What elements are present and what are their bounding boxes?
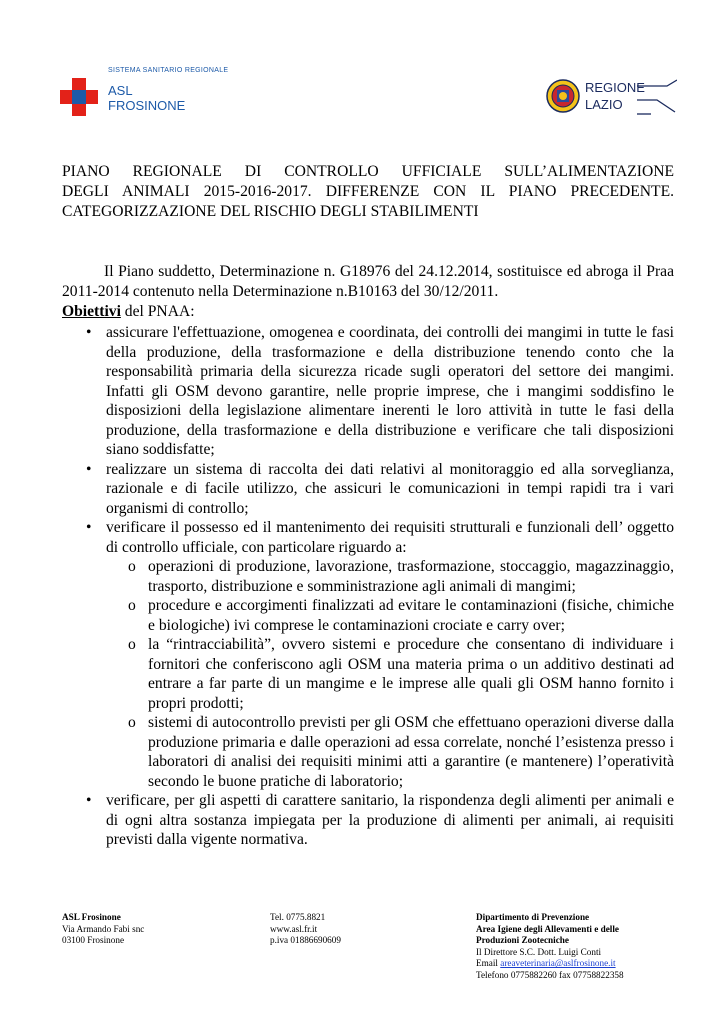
objectives-heading <box>62 302 674 322</box>
bullet-icon: • <box>86 324 92 341</box>
regione-seal-icon <box>545 78 581 114</box>
footer-email-label: Email <box>476 958 501 969</box>
document-title <box>62 162 674 222</box>
list-item-text: verificare, per gli aspetti di carattere sanitario, la rispondenza degli alimenti per animali e di ogni altra sostanza impiegata per la produzione di alimenti per animali, ai requisiti previsti dalla vigente normativa. <box>106 792 674 848</box>
list-item-text: verificare il possesso ed il mantenimento dei requisiti strutturali e funzionali dell’ oggetto di controllo ufficiale, con particolare riguardo a: <box>106 519 674 556</box>
list-item-text: realizzare un sistema di raccolta dei dati relativi al monitoraggio ed alla sorveglianza, razionale e di facile utilizzo, che assicuri le comunicazioni in tempi rapidi tra i vari organismi di controllo; <box>106 460 674 517</box>
footer-phone: Telefono 0775882260 fax 07758822358 <box>476 969 624 980</box>
regione-decoration <box>637 78 677 118</box>
list-item <box>62 791 674 850</box>
sub-list-item <box>62 596 674 635</box>
sub-bullet-icon: o <box>128 597 136 614</box>
bullet-icon: • <box>86 792 92 809</box>
sub-bullet-icon: o <box>128 636 136 653</box>
list-item-text: assicurare l'effettuazione, omogenea e coordinata, dei controlli dei mangimi in tutte le fasi della produzione, della trasformazione e della distribuzione tenendo conto che la responsabilità primaria della sicurezza ricade sugli operatori del settore dei mangimi. Infatti gli OSM devono garantire, nelle proprie imprese, che i mangimi soddisfino le disposizioni della legislazione alimentare inerenti le loro attività in tutte le fasi della produzione, della trasformazione e della distribuzione e verificare che tali disposizioni siano soddisfatte; <box>106 324 674 458</box>
footer-dept: Dipartimento di Prevenzione <box>476 912 590 922</box>
title-line: DEGLI ANIMALI 2015-2016-2017. DIFFERENZE CON IL PIANO PRECEDENTE. <box>62 183 674 200</box>
sub-bullet-icon: o <box>128 558 136 575</box>
sub-list-item-text: sistemi di autocontrollo previsti per gli OSM che effettuano operazioni diverse dalla produzione primaria e dalle operazioni ad essa correlate, nonché l’esistenza presso i laboratori di analisi dei requisiti minimi atti a garantire (e mantenere) l’operatività secondo le buone pratiche di laboratorio; <box>148 714 674 790</box>
footer-email-row <box>476 958 676 970</box>
footer-city: 03100 Frosinone <box>62 935 125 946</box>
title-line: PIANO REGIONALE DI CONTROLLO UFFICIALE SULL’ALIMENTAZIONE <box>62 163 674 180</box>
regione-line2: LAZIO <box>585 97 623 112</box>
list-item <box>62 518 674 557</box>
footer-address <box>62 912 222 947</box>
asl-name-line1: ASL <box>108 83 133 98</box>
sub-list-item-text: procedure e accorgimenti finalizzati ad evitare le contaminazioni (fisiche, chimiche e biologiche) ivi comprese le contaminazioni crociate e carry over; <box>148 597 674 634</box>
sub-list-item-text: operazioni di produzione, lavorazione, trasformazione, stoccaggio, magazzinaggio, trasporto, distribuzione e somministrazione agli animali di mangimi; <box>148 558 674 595</box>
footer-email-link[interactable]: areaveterinaria@aslfrosinone.it <box>500 958 616 969</box>
bullet-icon: • <box>86 460 92 478</box>
footer-street: Via Armando Fabi snc <box>62 923 145 934</box>
regione-lazio-logo <box>545 78 680 118</box>
sub-bullet-icon: o <box>128 714 136 731</box>
sub-list-item <box>62 635 674 713</box>
regione-line1: REGIONE <box>585 80 645 95</box>
list-item <box>62 460 674 519</box>
bullet-icon: • <box>86 519 92 536</box>
objectives-label: Obiettivi <box>62 303 121 320</box>
footer-area2: Produzioni Zootecniche <box>476 935 569 946</box>
objectives-list <box>62 323 674 850</box>
asl-frosinone-logo <box>60 66 260 126</box>
footer-department <box>476 912 676 982</box>
objectives-suffix: del PNAA: <box>120 303 195 320</box>
asl-supertitle: SISTEMA SANITARIO REGIONALE <box>108 67 229 74</box>
list-item <box>62 323 674 460</box>
cross-icon <box>60 78 98 116</box>
footer-vat: p.iva 01886690609 <box>270 935 341 946</box>
asl-name-line2: FROSINONE <box>108 98 186 113</box>
title-line: CATEGORIZZAZIONE DEL RISCHIO DEGLI STABILIMENTI <box>62 203 479 220</box>
footer-contacts <box>270 912 430 947</box>
intro-paragraph: Il Piano suddetto, Determinazione n. G18976 del 24.12.2014, sostituisce ed abroga il Praa 2011-2014 contenuto nella Determinazione n.B10163 del 30/12/2011. <box>62 263 674 300</box>
footer-tel: Tel. 0775.8821 <box>270 912 326 922</box>
intro-section <box>62 262 674 322</box>
footer-org-name: ASL Frosinone <box>62 912 121 922</box>
sub-list-item <box>62 557 674 596</box>
footer-area: Area Igiene degli Allevamenti e delle <box>476 923 619 934</box>
footer-website[interactable]: www.asl.fr.it <box>270 923 318 934</box>
sub-list-item-text: la “rintracciabilità”, ovvero sistemi e procedure che consentano di individuare i fornitori che conferiscono agli OSM una materia prima o un additivo destinati ad entrare a far parte di un mangime e le imprese alle quali gli OSM hanno fornito i propri prodotti; <box>148 636 674 712</box>
footer-director: Il Direttore S.C. Dott. Luigi Conti <box>476 946 602 957</box>
sub-list-item <box>62 713 674 791</box>
